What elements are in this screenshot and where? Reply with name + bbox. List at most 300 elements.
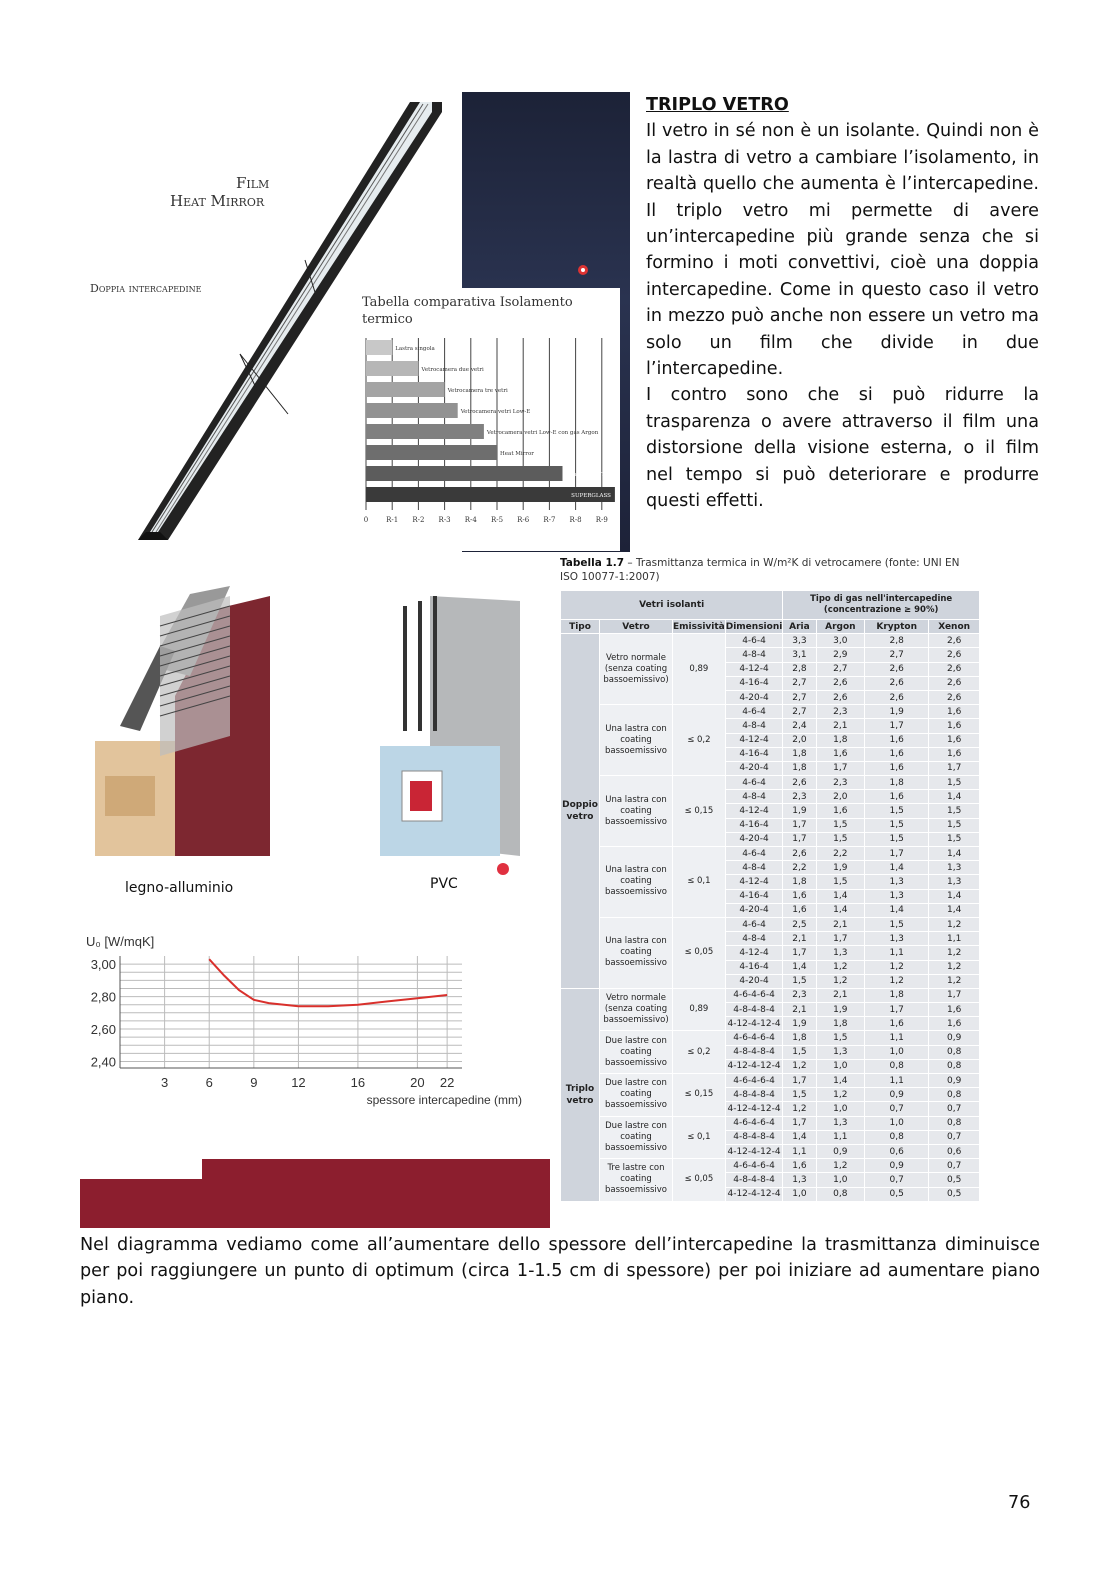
cell-value: 0,8 (865, 1059, 929, 1073)
chart-x-axis-label: spessore intercapedine (mm) (366, 1093, 522, 1107)
cell-value: 1,6 (929, 705, 980, 719)
cell-dimensioni: 4-8-4 (725, 932, 783, 946)
heat-mirror-label: Heat Mirror (170, 192, 265, 210)
cell-value: 1,4 (816, 903, 865, 917)
chart-x-tick-label: 6 (205, 1075, 213, 1090)
comparison-table (358, 288, 620, 551)
cell-dimensioni: 4-8-4-8-4 (725, 1045, 783, 1059)
cell-dimensioni: 4-16-4 (725, 747, 783, 761)
cell-value: 1,4 (929, 889, 980, 903)
comparison-bar (366, 340, 392, 355)
cell-dimensioni: 4-8-4 (725, 861, 783, 875)
cell-dimensioni: 4-16-4 (725, 818, 783, 832)
cell-dimensioni: 4-16-4 (725, 960, 783, 974)
cell-vetro: Una lastra con coating bassoemissivo (600, 917, 673, 988)
cell-value: 1,7 (783, 946, 816, 960)
table-row (561, 917, 980, 931)
cell-dimensioni: 4-12-4 (725, 662, 783, 676)
chart-y-axis-label: U₀ [W/mqK] (86, 934, 155, 949)
cell-value: 2,6 (865, 690, 929, 704)
comparison-tick-label: R-5 (490, 516, 504, 524)
cell-dimensioni: 4-6-4 (725, 705, 783, 719)
cell-tipo: Triplo vetro (561, 988, 600, 1201)
column-header-tipo: Tipo (561, 620, 600, 634)
chart-x-tick-label: 3 (160, 1075, 169, 1090)
cell-dimensioni: 4-6-4-6-4 (725, 1116, 783, 1130)
cell-value: 1,7 (816, 761, 865, 775)
chart-y-tick-label: 3,00 (90, 957, 116, 973)
cell-value: 1,5 (816, 832, 865, 846)
cell-emissivita: ≤ 0,1 (673, 1116, 726, 1159)
cell-value: 0,8 (929, 1045, 980, 1059)
cell-value: 0,9 (929, 1031, 980, 1045)
cell-dimensioni: 4-20-4 (725, 903, 783, 917)
column-header-vetro: Vetro (600, 620, 673, 634)
cell-dimensioni: 4-12-4-12-4 (725, 1017, 783, 1031)
cell-value: 1,2 (783, 1059, 816, 1073)
cell-dimensioni: 4-20-4 (725, 690, 783, 704)
cell-dimensioni: 4-16-4 (725, 889, 783, 903)
cell-value: 2,3 (816, 776, 865, 790)
cell-emissivita: ≤ 0,05 (673, 1159, 726, 1202)
cell-value: 1,5 (816, 1031, 865, 1045)
cell-value: 2,8 (865, 634, 929, 648)
chart-x-tick-label: 9 (250, 1075, 258, 1090)
cell-value: 1,6 (865, 761, 929, 775)
cell-value: 1,0 (816, 1102, 865, 1116)
table-row (561, 1074, 980, 1088)
cell-emissivita: ≤ 0,2 (673, 705, 726, 776)
cell-value: 1,3 (816, 946, 865, 960)
cell-value: 1,8 (783, 761, 816, 775)
cell-dimensioni: 4-16-4 (725, 676, 783, 690)
cell-value: 1,0 (816, 1059, 865, 1073)
cell-value: 1,6 (929, 747, 980, 761)
cell-value: 3,1 (783, 648, 816, 662)
cell-value: 2,2 (816, 847, 865, 861)
cell-value: 1,1 (865, 946, 929, 960)
cell-value: 2,7 (783, 676, 816, 690)
cell-value: 0,5 (929, 1187, 980, 1201)
cell-value: 1,4 (816, 889, 865, 903)
cell-value: 1,4 (783, 960, 816, 974)
cell-vetro: Vetro normale (senza coating bassoemissivo) (600, 988, 673, 1031)
column-header-dimensioni: Dimensioni (725, 620, 783, 634)
cell-value: 1,3 (929, 875, 980, 889)
chart-y-tick-label: 2,60 (90, 1022, 116, 1038)
cell-value: 1,9 (816, 861, 865, 875)
cell-value: 1,2 (816, 1159, 865, 1173)
cell-value: 0,9 (816, 1144, 865, 1158)
comparison-tick-label: R-8 (569, 516, 582, 524)
header-gas-type: Tipo di gas nell'intercapedine (concentrazione ≥ 90%) (783, 591, 980, 620)
column-header-emissivit: Emissività (673, 620, 726, 634)
cell-value: 1,6 (783, 903, 816, 917)
transmittance-table (560, 590, 980, 1202)
column-header-aria: Aria (783, 620, 816, 634)
chart-x-tick-label: 22 (439, 1075, 455, 1090)
cell-dimensioni: 4-20-4 (725, 761, 783, 775)
cell-value: 0,9 (929, 1074, 980, 1088)
table-row (561, 988, 980, 1002)
comparison-bar (366, 445, 497, 460)
comparison-tick-label: R-2 (412, 516, 425, 524)
comparison-bar (366, 403, 458, 418)
window-profiles-figure (80, 556, 550, 1228)
cell-value: 1,9 (783, 804, 816, 818)
label-legno-alluminio: legno-alluminio (125, 880, 234, 896)
cell-emissivita: ≤ 0,1 (673, 847, 726, 918)
label-pvc: PVC (430, 876, 458, 892)
cell-value: 0,8 (929, 1059, 980, 1073)
cell-value: 1,2 (865, 960, 929, 974)
cell-value: 2,1 (816, 719, 865, 733)
cell-vetro: Due lastre con coating bassoemissivo (600, 1031, 673, 1074)
cell-value: 1,5 (865, 917, 929, 931)
cell-value: 1,5 (816, 818, 865, 832)
cell-value: 1,8 (783, 875, 816, 889)
page-number: 76 (1008, 1493, 1031, 1513)
section-heading: TRIPLO VETRO (646, 95, 789, 115)
comparison-tick-label: R-3 (438, 516, 451, 524)
cell-value: 2,6 (929, 676, 980, 690)
cell-value: 1,4 (929, 790, 980, 804)
cell-value: 1,2 (929, 946, 980, 960)
comparison-bar-chart (358, 288, 620, 551)
cell-value: 2,6 (865, 662, 929, 676)
table-row (561, 776, 980, 790)
cell-value: 2,0 (816, 790, 865, 804)
cell-dimensioni: 4-12-4 (725, 733, 783, 747)
cell-dimensioni: 4-8-4 (725, 719, 783, 733)
cell-value: 1,9 (783, 1017, 816, 1031)
table-caption-number: Tabella 1.7 (560, 557, 625, 569)
cell-value: 2,6 (929, 648, 980, 662)
cell-value: 2,6 (929, 690, 980, 704)
film-label: Film (236, 174, 270, 192)
cell-emissivita: ≤ 0,15 (673, 776, 726, 847)
cell-emissivita: ≤ 0,15 (673, 1074, 726, 1117)
cell-dimensioni: 4-12-4-12-4 (725, 1144, 783, 1158)
cell-value: 0,6 (865, 1144, 929, 1158)
cell-value: 1,7 (865, 1003, 929, 1017)
comparison-bar (366, 382, 445, 397)
cell-value: 2,5 (783, 917, 816, 931)
cell-value: 0,7 (929, 1102, 980, 1116)
cell-dimensioni: 4-12-4 (725, 804, 783, 818)
cell-value: 1,7 (865, 719, 929, 733)
text-column (646, 92, 1039, 515)
cell-value: 1,5 (783, 974, 816, 988)
cell-value: 1,3 (816, 1116, 865, 1130)
cell-value: 1,6 (816, 747, 865, 761)
comparison-tick-label: 0 (363, 516, 369, 524)
cell-value: 2,9 (816, 648, 865, 662)
cell-value: 2,6 (816, 676, 865, 690)
window-profiles-drawing (80, 556, 550, 916)
cell-value: 0,6 (929, 1144, 980, 1158)
cell-value: 2,3 (783, 988, 816, 1002)
cell-dimensioni: 4-12-4 (725, 875, 783, 889)
cell-value: 0,7 (929, 1159, 980, 1173)
cell-value: 0,7 (865, 1173, 929, 1187)
cell-value: 1,7 (929, 988, 980, 1002)
cell-value: 1,3 (929, 861, 980, 875)
cell-vetro: Una lastra con coating bassoemissivo (600, 847, 673, 918)
cell-vetro: Due lastre con coating bassoemissivo (600, 1116, 673, 1159)
cell-dimensioni: 4-8-4-8-4 (725, 1173, 783, 1187)
cell-value: 1,4 (865, 861, 929, 875)
cell-value: 1,0 (783, 1187, 816, 1201)
transmittance-line-chart (80, 928, 550, 1128)
cell-value: 1,8 (865, 776, 929, 790)
cell-value: 1,7 (783, 1074, 816, 1088)
cell-value: 2,3 (783, 790, 816, 804)
cell-value: 2,6 (816, 690, 865, 704)
cell-value: 2,1 (816, 988, 865, 1002)
cell-value: 1,4 (865, 903, 929, 917)
cell-value: 1,5 (929, 818, 980, 832)
cell-emissivita: 0,89 (673, 988, 726, 1031)
cell-value: 1,6 (783, 1159, 816, 1173)
comparison-bar (366, 424, 484, 439)
cell-value: 1,1 (816, 1130, 865, 1144)
cell-value: 1,3 (865, 875, 929, 889)
cell-dimensioni: 4-12-4-12-4 (725, 1102, 783, 1116)
cell-value: 1,2 (865, 974, 929, 988)
cell-value: 1,1 (929, 932, 980, 946)
cell-value: 1,8 (816, 1017, 865, 1031)
comparison-tick-label: R-1 (386, 516, 399, 524)
cell-value: 1,6 (929, 733, 980, 747)
cell-dimensioni: 4-8-4-8-4 (725, 1088, 783, 1102)
cell-value: 2,2 (783, 861, 816, 875)
column-header-krypton: Krypton (865, 620, 929, 634)
cell-value: 2,1 (783, 932, 816, 946)
comparison-bar (366, 466, 563, 481)
cell-dimensioni: 4-20-4 (725, 974, 783, 988)
cell-value: 0,8 (816, 1187, 865, 1201)
cell-value: 2,7 (783, 705, 816, 719)
cell-value: 1,0 (865, 1045, 929, 1059)
cell-tipo: Doppio vetro (561, 634, 600, 989)
table-row (561, 1159, 980, 1173)
cell-value: 1,7 (783, 832, 816, 846)
cell-value: 1,2 (816, 974, 865, 988)
comparison-bar-label: Vetrocamera vetri Low-E (460, 409, 531, 415)
comparison-bar-label: SUPERGLASS (571, 493, 611, 499)
cell-value: 1,5 (929, 832, 980, 846)
comparison-bar-label: Vetrocamera tre vetri (447, 388, 508, 394)
cell-value: 0,7 (865, 1102, 929, 1116)
cell-value: 0,5 (929, 1173, 980, 1187)
cell-value: 2,1 (783, 1003, 816, 1017)
cell-emissivita: ≤ 0,05 (673, 917, 726, 988)
chart-x-tick-label: 20 (410, 1075, 425, 1090)
cell-value: 1,5 (865, 818, 929, 832)
comparison-bar-label: Lastra singola (395, 346, 435, 352)
comparison-tick-label: R-9 (595, 516, 608, 524)
cell-dimensioni: 4-8-4-8-4 (725, 1003, 783, 1017)
cell-value: 1,4 (816, 1074, 865, 1088)
cell-value: 2,0 (783, 733, 816, 747)
cell-value: 0,9 (865, 1159, 929, 1173)
comparison-tick-label: R-7 (543, 516, 556, 524)
comparison-bar (366, 361, 418, 376)
maroon-band (80, 1179, 550, 1228)
comparison-bar-label: Vetrocamera vetri Low-E con gas Argon (486, 430, 599, 436)
cell-value: 2,8 (783, 662, 816, 676)
cell-dimensioni: 4-8-4-8-4 (725, 1130, 783, 1144)
cell-value: 1,4 (783, 1130, 816, 1144)
cell-value: 2,6 (865, 676, 929, 690)
header-vetri-isolanti: Vetri isolanti (561, 591, 783, 620)
cell-value: 0,9 (865, 1088, 929, 1102)
cell-value: 1,0 (865, 1116, 929, 1130)
cell-value: 1,8 (783, 747, 816, 761)
cell-dimensioni: 4-12-4 (725, 946, 783, 960)
paragraph-1: Il vetro in sé non è un isolante. Quindi non è la lastra di vetro a cambiare l’isolamento, in realtà quello che aumenta è l’intercapedine. Il triplo vetro mi permette di avere un’intercapedine più grande senza che si formino i moti convettivi, cioè una doppia intercapedine. Come in questo caso il vetro in mezzo può anche non essere un vetro ma solo un film che divide in due l’intercapedine. (646, 121, 1039, 380)
maroon-band-step (202, 1159, 550, 1179)
column-header-argon: Argon (816, 620, 865, 634)
comparison-bar-label: Heat Mirror TC88 (565, 472, 617, 478)
cell-value: 1,8 (816, 733, 865, 747)
cell-value: 1,9 (816, 1003, 865, 1017)
comparison-tick-label: R-4 (464, 516, 477, 524)
cell-value: 1,3 (816, 1045, 865, 1059)
cell-value: 2,7 (783, 690, 816, 704)
cell-value: 0,8 (929, 1116, 980, 1130)
cell-value: 1,7 (783, 1116, 816, 1130)
cell-value: 1,6 (816, 804, 865, 818)
cell-value: 1,9 (865, 705, 929, 719)
cell-value: 1,7 (816, 932, 865, 946)
table-row (561, 847, 980, 861)
chart-y-tick-label: 2,80 (90, 989, 116, 1005)
cell-value: 1,4 (929, 903, 980, 917)
table-row (561, 1116, 980, 1130)
cell-value: 2,7 (816, 662, 865, 676)
cell-dimensioni: 4-6-4-6-4 (725, 988, 783, 1002)
cell-vetro: Una lastra con coating bassoemissivo (600, 705, 673, 776)
cell-value: 1,2 (929, 917, 980, 931)
cell-value: 0,8 (865, 1130, 929, 1144)
cell-dimensioni: 4-12-4-12-4 (725, 1059, 783, 1073)
cell-value: 1,1 (783, 1144, 816, 1158)
cell-value: 1,6 (929, 1017, 980, 1031)
table-row (561, 1031, 980, 1045)
cell-value: 0,7 (929, 1130, 980, 1144)
column-header-row (561, 620, 980, 634)
cell-value: 1,5 (865, 832, 929, 846)
table-row (561, 705, 980, 719)
cell-value: 0,5 (865, 1187, 929, 1201)
cell-value: 1,2 (783, 1102, 816, 1116)
table-body (561, 634, 980, 1202)
cell-value: 3,0 (816, 634, 865, 648)
cell-value: 1,7 (865, 847, 929, 861)
cell-vetro: Tre lastre con coating bassoemissivo (600, 1159, 673, 1202)
cell-value: 0,8 (929, 1088, 980, 1102)
cell-value: 2,6 (929, 634, 980, 648)
cell-value: 1,7 (929, 761, 980, 775)
cell-value: 1,6 (865, 1017, 929, 1031)
cell-dimensioni: 4-8-4 (725, 790, 783, 804)
cell-value: 1,6 (929, 719, 980, 733)
cell-value: 2,4 (783, 719, 816, 733)
cell-value: 1,3 (865, 932, 929, 946)
cell-dimensioni: 4-6-4 (725, 917, 783, 931)
paragraph-2: I contro sono che si può ridurre la trasparenza o avere attraverso il film una distorsione della visione esterna, o il film nel tempo si può deteriorare e produrre questi effetti. (646, 385, 1039, 512)
cell-value: 2,6 (929, 662, 980, 676)
cell-value: 1,5 (816, 875, 865, 889)
cell-value: 2,6 (783, 847, 816, 861)
cell-value: 1,3 (865, 889, 929, 903)
table-caption-text: – Trasmittanza termica in W/m²K di vetrocamere (fonte: UNI EN ISO 10077-1:2007) (560, 557, 960, 583)
cell-value: 1,6 (865, 747, 929, 761)
cell-value: 1,8 (783, 1031, 816, 1045)
cell-value: 1,2 (929, 960, 980, 974)
cell-value: 2,1 (816, 917, 865, 931)
cell-value: 1,3 (783, 1173, 816, 1187)
cell-value: 1,5 (783, 1045, 816, 1059)
bottom-paragraph: Nel diagramma vediamo come all’aumentare dello spessore dell’intercapedine la trasmittanza diminuisce per poi raggiungere un punto di optimum (circa 1-1.5 cm di spessore) per poi iniziare ad aumentare piano piano. (80, 1235, 1040, 1308)
cell-dimensioni: 4-6-4 (725, 634, 783, 648)
cell-emissivita: 0,89 (673, 634, 726, 705)
doppia-intercapedine-label: Doppia intercapedine (90, 282, 202, 295)
cell-value: 1,2 (816, 960, 865, 974)
cell-dimensioni: 4-6-4-6-4 (725, 1074, 783, 1088)
cell-value: 2,6 (783, 776, 816, 790)
chart-y-tick-label: 2,40 (90, 1054, 116, 1070)
chart-series-line (209, 959, 447, 1006)
cell-dimensioni: 4-6-4-6-4 (725, 1159, 783, 1173)
cell-value: 1,7 (783, 818, 816, 832)
cell-dimensioni: 4-6-4 (725, 776, 783, 790)
cell-value: 1,4 (929, 847, 980, 861)
cell-emissivita: ≤ 0,2 (673, 1031, 726, 1074)
triple-glass-figure (80, 92, 630, 552)
cell-value: 1,8 (865, 988, 929, 1002)
cell-vetro: Una lastra con coating bassoemissivo (600, 776, 673, 847)
cell-value: 1,5 (865, 804, 929, 818)
cell-dimensioni: 4-12-4-12-4 (725, 1187, 783, 1201)
cell-value: 1,2 (929, 974, 980, 988)
cell-value: 1,5 (783, 1088, 816, 1102)
cell-value: 1,1 (865, 1031, 929, 1045)
chart-x-tick-label: 12 (291, 1075, 306, 1090)
cell-dimensioni: 4-8-4 (725, 648, 783, 662)
cell-value: 3,3 (783, 634, 816, 648)
cell-vetro: Due lastre con coating bassoemissivo (600, 1074, 673, 1117)
table-caption (560, 556, 980, 584)
cell-value: 1,5 (929, 804, 980, 818)
cell-value: 2,3 (816, 705, 865, 719)
column-header-xenon: Xenon (929, 620, 980, 634)
cell-dimensioni: 4-6-4-6-4 (725, 1031, 783, 1045)
cell-vetro: Vetro normale (senza coating bassoemissivo) (600, 634, 673, 705)
cell-value: 1,5 (929, 776, 980, 790)
comparison-tick-label: R-6 (517, 516, 530, 524)
comparison-bar-label: Vetrocamera due vetri (421, 367, 484, 373)
table-row (561, 634, 980, 648)
cell-value: 1,0 (816, 1173, 865, 1187)
cell-dimensioni: 4-20-4 (725, 832, 783, 846)
cell-value: 1,6 (865, 733, 929, 747)
chart-x-tick-label: 16 (350, 1075, 366, 1090)
cell-value: 1,6 (929, 1003, 980, 1017)
cell-value: 2,7 (865, 648, 929, 662)
